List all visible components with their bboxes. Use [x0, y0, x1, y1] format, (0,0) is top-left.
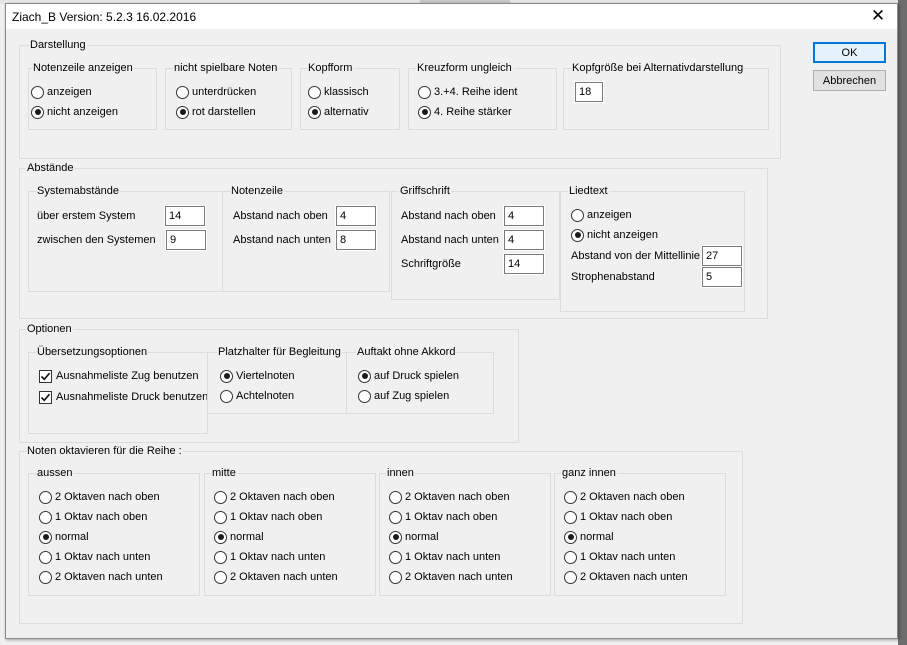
radio-oktav-option[interactable]: [389, 569, 513, 585]
radio-oktav-option[interactable]: [564, 529, 614, 545]
radio-label: alternativ: [324, 106, 369, 118]
radio-alternativ[interactable]: [308, 104, 369, 120]
group-title: Kreuzform ungleich: [417, 62, 512, 74]
radio-indicator: [39, 511, 52, 524]
radio-label: 2 Oktaven nach unten: [55, 571, 163, 583]
radio-indicator: [389, 531, 402, 544]
radio-indicator: [389, 551, 402, 564]
radio-indicator: [571, 209, 584, 222]
radio-indicator: [564, 491, 577, 504]
radio-indicator: [358, 390, 371, 403]
radio-label: unterdrücken: [192, 86, 257, 98]
group-title: Kopfgröße bei Alternativdarstellung: [572, 62, 744, 74]
radio-oktav-option[interactable]: [214, 509, 322, 525]
group-title: Liedtext: [569, 185, 608, 197]
radio-indicator: [220, 390, 233, 403]
group-title: aussen: [37, 467, 73, 479]
radio-indicator: [39, 571, 52, 584]
label-ueber-erstem-system: über erstem System: [37, 210, 136, 222]
radio-indicator: [31, 86, 44, 99]
group-kopfform: [300, 62, 400, 130]
radio-reihe-staerker[interactable]: [418, 104, 512, 120]
radio-label: normal: [230, 531, 264, 543]
checkbox-indicator: [39, 391, 52, 404]
radio-label: 2 Oktaven nach unten: [580, 571, 688, 583]
label-abstand-unten: Abstand nach unten: [401, 234, 499, 246]
group-platzhalter: [207, 346, 347, 414]
radio-oktav-option[interactable]: [214, 489, 335, 505]
group-liedtext: [560, 185, 745, 312]
radio-notenzeile-anzeigen[interactable]: [31, 84, 92, 100]
group-title: Kopfform: [308, 62, 353, 74]
radio-oktav-option[interactable]: [39, 489, 160, 505]
radio-label: 1 Oktav nach unten: [580, 551, 676, 563]
radio-indicator: [564, 511, 577, 524]
radio-indicator: [214, 551, 227, 564]
group-title: ganz innen: [562, 467, 616, 479]
radio-oktav-option[interactable]: [564, 489, 685, 505]
group-title: Platzhalter für Begleitung: [218, 346, 341, 358]
radio-indicator: [176, 106, 189, 119]
label-schriftgroesse: Schriftgröße: [401, 258, 461, 270]
radio-oktav-option[interactable]: [39, 509, 147, 525]
group-title: Griffschrift: [400, 185, 450, 197]
group-oktav-mitte: [204, 467, 376, 596]
radio-indicator: [389, 511, 402, 524]
group-nicht-spielbare-noten: [165, 62, 292, 130]
group-title: Darstellung: [30, 39, 86, 51]
radio-viertelnoten[interactable]: [220, 368, 295, 384]
radio-unterdruecken[interactable]: [176, 84, 256, 100]
radio-label: nicht anzeigen: [47, 106, 118, 118]
radio-label: rot darstellen: [192, 106, 256, 118]
label-abstand-oben: Abstand nach oben: [401, 210, 496, 222]
radio-label: 2 Oktaven nach oben: [580, 491, 685, 503]
radio-klassisch[interactable]: [308, 84, 369, 100]
checkbox-indicator: [39, 370, 52, 383]
group-notenzeile-abstand: [222, 185, 390, 292]
group-title: Notenzeile: [231, 185, 283, 197]
radio-label: auf Zug spielen: [374, 390, 450, 402]
notenzeile-oben-input[interactable]: [336, 206, 376, 226]
radio-label: 1 Oktav nach oben: [55, 511, 148, 523]
radio-indicator: [214, 531, 227, 544]
radio-oktav-option[interactable]: [39, 529, 89, 545]
radio-indicator: [39, 551, 52, 564]
radio-label: 1 Oktav nach oben: [230, 511, 323, 523]
radio-auf-druck[interactable]: [358, 368, 459, 384]
schriftgroesse-input[interactable]: [504, 254, 544, 274]
group-oktav-ganz-innen: [554, 467, 726, 596]
group-title: Übersetzungsoptionen: [37, 346, 148, 358]
group-oktavieren: [19, 445, 743, 624]
group-title: Optionen: [27, 323, 72, 335]
radio-rot-darstellen[interactable]: [176, 104, 256, 120]
radio-auf-zug[interactable]: [358, 388, 449, 404]
radio-indicator: [418, 106, 431, 119]
group-oktav-innen: [379, 467, 551, 596]
mittellinie-input[interactable]: [702, 246, 742, 266]
radio-oktav-option[interactable]: [214, 569, 338, 585]
group-kopfgroesse: [563, 62, 769, 130]
radio-indicator: [389, 491, 402, 504]
window-title: Ziach_B Version: 5.2.3 16.02.2016: [12, 10, 197, 24]
group-title: Systemabstände: [37, 185, 119, 197]
radio-indicator: [214, 491, 227, 504]
radio-label: auf Druck spielen: [374, 370, 459, 382]
ueber-erstem-system-input[interactable]: [165, 206, 205, 226]
radio-oktav-option[interactable]: [214, 529, 264, 545]
group-title: nicht spielbare Noten: [174, 62, 278, 74]
radio-label: 2 Oktaven nach oben: [230, 491, 335, 503]
radio-oktav-option[interactable]: [389, 549, 500, 565]
radio-indicator: [39, 531, 52, 544]
radio-label: Achtelnoten: [236, 390, 295, 402]
radio-reihe-ident[interactable]: [418, 84, 517, 100]
desktop-background-right: [898, 0, 907, 645]
label-strophenabstand: Strophenabstand: [571, 271, 655, 283]
radio-indicator: [389, 571, 402, 584]
radio-label: normal: [580, 531, 614, 543]
radio-oktav-option[interactable]: [39, 569, 163, 585]
checkbox-ausnahmeliste-zug[interactable]: [39, 368, 198, 384]
radio-liedtext-anzeigen[interactable]: [571, 207, 632, 223]
radio-label: anzeigen: [587, 209, 632, 221]
radio-indicator: [308, 106, 321, 119]
checkbox-label: Ausnahmeliste Zug benutzen: [56, 370, 199, 382]
radio-label: klassisch: [324, 86, 369, 98]
radio-indicator: [220, 370, 233, 383]
notenzeile-unten-input[interactable]: [336, 230, 376, 250]
radio-indicator: [31, 106, 44, 119]
strophenabstand-input[interactable]: [702, 267, 742, 287]
radio-label: 2 Oktaven nach unten: [405, 571, 513, 583]
radio-label: 1 Oktav nach oben: [405, 511, 498, 523]
group-griffschrift: [391, 185, 560, 300]
radio-label: normal: [55, 531, 89, 543]
label-abstand-mittellinie: Abstand von der Mittellinie: [571, 250, 701, 262]
radio-indicator: [214, 571, 227, 584]
radio-oktav-option[interactable]: [214, 549, 325, 565]
radio-label: 1 Oktav nach unten: [405, 551, 501, 563]
griffschrift-unten-input[interactable]: [504, 230, 544, 250]
group-darstellung: [19, 39, 781, 159]
radio-label: 1 Oktav nach unten: [230, 551, 326, 563]
radio-label: 1 Oktav nach oben: [580, 511, 673, 523]
group-uebersetzung: [28, 346, 209, 434]
radio-indicator: [564, 571, 577, 584]
radio-label: 1 Oktav nach unten: [55, 551, 151, 563]
group-optionen: [19, 323, 519, 443]
radio-label: 2 Oktaven nach unten: [230, 571, 338, 583]
radio-indicator: [358, 370, 371, 383]
radio-indicator: [176, 86, 189, 99]
radio-indicator: [564, 531, 577, 544]
radio-oktav-option[interactable]: [39, 549, 150, 565]
label-zwischen-systemen: zwischen den Systemen: [37, 234, 156, 246]
radio-achtelnoten[interactable]: [220, 388, 294, 404]
radio-oktav-option[interactable]: [389, 489, 510, 505]
radio-label: 2 Oktaven nach oben: [405, 491, 510, 503]
group-notenzeile-anzeigen: [28, 62, 157, 130]
radio-oktav-option[interactable]: [389, 509, 497, 525]
title-bar: [6, 4, 897, 29]
group-title: Notenzeile anzeigen: [33, 62, 133, 74]
radio-liedtext-nicht-anzeigen[interactable]: [571, 227, 658, 243]
group-systemabstaende: [28, 185, 223, 292]
label-abstand-oben: Abstand nach oben: [233, 210, 328, 222]
radio-oktav-option[interactable]: [564, 509, 672, 525]
checkbox-ausnahmeliste-druck[interactable]: [39, 389, 208, 405]
group-title: innen: [387, 467, 414, 479]
group-kreuzform: [408, 62, 557, 130]
radio-indicator: [39, 491, 52, 504]
checkmark-icon: [40, 371, 51, 382]
ok-button[interactable]: OK: [813, 42, 886, 63]
group-abstaende: [19, 162, 768, 319]
radio-oktav-option[interactable]: [389, 529, 439, 545]
radio-indicator: [418, 86, 431, 99]
close-icon[interactable]: ✕: [870, 6, 886, 25]
group-title: Noten oktavieren für die Reihe :: [27, 445, 182, 457]
radio-indicator: [308, 86, 321, 99]
radio-indicator: [214, 511, 227, 524]
label-abstand-unten: Abstand nach unten: [233, 234, 331, 246]
checkbox-label: Ausnahmeliste Druck benutzen: [56, 391, 209, 403]
radio-oktav-option[interactable]: [564, 549, 675, 565]
radio-label: Viertelnoten: [236, 370, 295, 382]
group-oktav-aussen: [28, 467, 200, 596]
radio-label: 2 Oktaven nach oben: [55, 491, 160, 503]
radio-notenzeile-nicht-anzeigen[interactable]: [31, 104, 118, 120]
group-auftakt: [346, 346, 494, 414]
settings-dialog: [5, 3, 898, 639]
radio-label: anzeigen: [47, 86, 92, 98]
radio-oktav-option[interactable]: [564, 569, 688, 585]
kopfgroesse-input[interactable]: [575, 82, 603, 102]
cancel-button[interactable]: Abbrechen: [813, 70, 886, 91]
radio-label: 3.+4. Reihe ident: [434, 86, 518, 98]
radio-label: 4. Reihe stärker: [434, 106, 512, 118]
radio-indicator: [564, 551, 577, 564]
radio-indicator: [571, 229, 584, 242]
group-title: mitte: [212, 467, 236, 479]
group-title: Abstände: [27, 162, 74, 174]
radio-label: nicht anzeigen: [587, 229, 658, 241]
radio-label: normal: [405, 531, 439, 543]
checkmark-icon: [40, 392, 51, 403]
griffschrift-oben-input[interactable]: [504, 206, 544, 226]
zwischen-systemen-input[interactable]: [166, 230, 206, 250]
group-title: Auftakt ohne Akkord: [357, 346, 456, 358]
